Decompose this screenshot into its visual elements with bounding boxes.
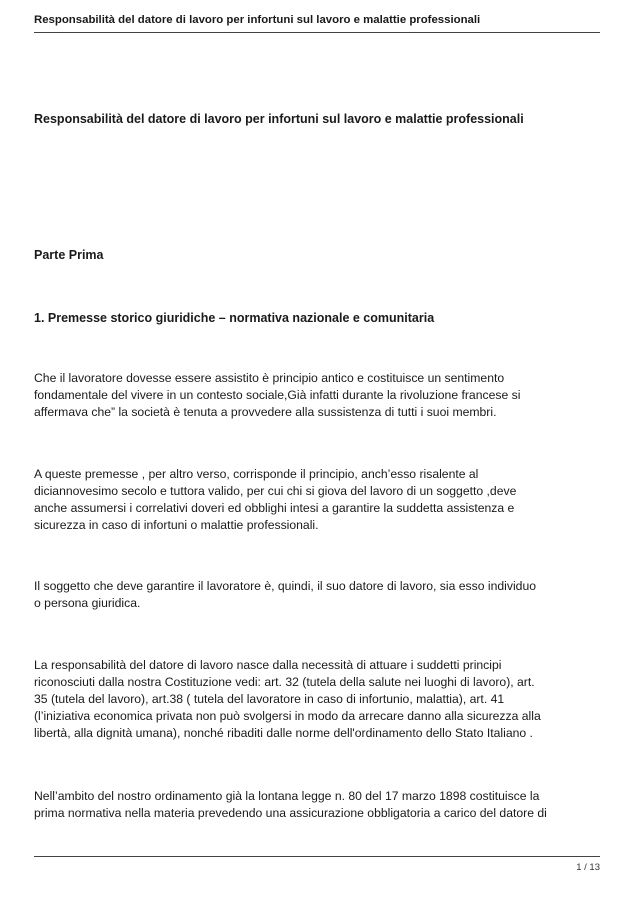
text-line: o persona giuridica. [34,596,141,610]
running-header: Responsabilità del datore di lavoro per infortuni sul lavoro e malattie professionali [34,14,481,26]
text-line: Il soggetto che deve garantire il lavoratore è, quindi, il suo datore di lavoro, sia esso individuo [34,579,537,593]
text-line: anche assumersi i correlativi doveri ed obblighi intesi a garantire la suddetta assistenza e [34,501,515,515]
paragraph-1 [34,370,606,421]
footer-divider [34,856,600,857]
text-line: riconosciuti dalla nostra Costituzione vedi: art. 32 (tutela della salute nei luoghi di lavoro), art. [34,675,535,689]
text-line: Nell’ambito del nostro ordinamento già la lontana legge n. 80 del 17 marzo 1898 costituisce la [34,789,540,803]
text-line: A queste premesse , per altro verso, corrisponde il principio, anch’esso risalente al [34,467,479,481]
text-line: 35 (tutela del lavoro), art.38 ( tutela del lavoratore in caso di infortunio, malattia), art. 41 [34,692,505,706]
paragraph-3 [34,578,606,612]
paragraph-4 [34,657,606,742]
page-number: 1 / 13 [576,862,600,873]
part-heading: Parte Prima [34,248,104,262]
paragraph-2 [34,466,606,534]
text-line: prima normativa nella materia prevedendo una assicurazione obbligatoria a carico del datore di [34,806,547,820]
text-line: Che il lavoratore dovesse essere assistito è principio antico e costituisce un sentimento [34,371,505,385]
text-line: La responsabilità del datore di lavoro nasce dalla necessità di attuare i suddetti principi [34,658,502,672]
section-heading: 1. Premesse storico giuridiche – normativa nazionale e comunitaria [34,311,435,325]
header-divider [34,32,600,33]
text-line: sicurezza in caso di infortuni o malattie professionali. [34,518,319,532]
text-line: diciannovesimo secolo e tuttora valido, per cui chi si giova del lavoro di un soggetto ,deve [34,484,517,498]
document-title: Responsabilità del datore di lavoro per infortuni sul lavoro e malattie professionali [34,112,524,126]
text-line: (l’iniziativa economica privata non può svolgersi in modo da arrecare danno alla sicurezza alla [34,709,541,723]
paragraph-5 [34,788,606,822]
text-line: fondamentale del vivere in un contesto sociale,Già infatti durante la rivoluzione francese si [34,388,521,402]
text-line: affermava che” la società è tenuta a provvedere alla sussistenza di tutti i suoi membri. [34,405,497,419]
text-line: libertà, alla dignità umana), nonché ribaditi dalle norme dell'ordinamento dello Stato Italiano . [34,726,533,740]
